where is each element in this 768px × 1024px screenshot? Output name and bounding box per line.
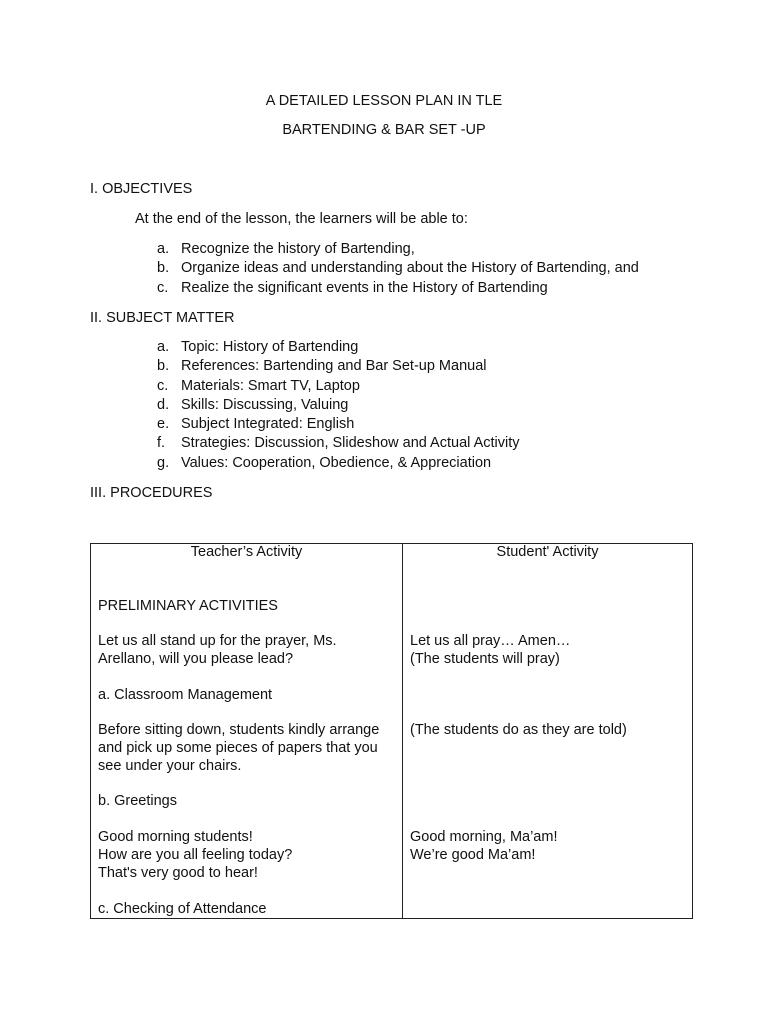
list-item-text: Organize ideas and understanding about the History of Bartending, and bbox=[181, 260, 639, 277]
list-item bbox=[157, 377, 520, 396]
text-line: Good morning, Ma’am! bbox=[410, 829, 558, 845]
teacher-greeting bbox=[98, 828, 396, 882]
text-line: That's very good to hear! bbox=[98, 865, 258, 881]
list-item bbox=[157, 240, 639, 259]
document-subtitle: BARTENDING & BAR SET -UP bbox=[282, 122, 486, 138]
list-marker: b. bbox=[157, 260, 170, 277]
preliminary-activities-label: PRELIMINARY ACTIVITIES bbox=[98, 598, 278, 614]
list-item-text: Recognize the history of Bartending, bbox=[181, 241, 415, 257]
text-line: Before sitting down, students kindly arrange bbox=[98, 722, 380, 738]
text-line: We’re good Ma’am! bbox=[410, 847, 536, 863]
text-line: Let us all stand up for the prayer, Ms. bbox=[98, 633, 337, 649]
list-item-text: References: Bartending and Bar Set-up Manual bbox=[181, 358, 487, 375]
objectives-list bbox=[157, 240, 639, 298]
list-item-text: Materials: Smart TV, Laptop bbox=[181, 377, 360, 394]
teacher-activity-cell bbox=[91, 544, 403, 919]
list-marker: d. bbox=[157, 396, 170, 413]
list-item-text: Topic: History of Bartending bbox=[181, 339, 359, 355]
list-item bbox=[157, 357, 520, 376]
greetings-label: b. Greetings bbox=[98, 793, 177, 809]
attendance-label: c. Checking of Attendance bbox=[98, 901, 267, 917]
list-item bbox=[157, 259, 639, 278]
text-line: How are you all feeling today? bbox=[98, 847, 293, 863]
objectives-heading: I. OBJECTIVES bbox=[90, 181, 193, 197]
subject-matter-list bbox=[157, 338, 520, 473]
text-line: Arellano, will you please lead? bbox=[98, 651, 294, 667]
teacher-activity-header: Teacher’s Activity bbox=[190, 544, 303, 560]
list-item bbox=[157, 415, 520, 434]
objectives-intro: At the end of the lesson, the learners will be able to: bbox=[135, 211, 468, 227]
student-prayer bbox=[410, 632, 686, 668]
text-line: see under your chairs. bbox=[98, 758, 242, 774]
list-item-text: Values: Cooperation, Obedience, & Appreciation bbox=[181, 454, 492, 471]
text-line: Good morning students! bbox=[98, 829, 253, 845]
list-item-text: Realize the significant events in the History of Bartending bbox=[181, 279, 548, 296]
list-marker: c. bbox=[157, 377, 169, 394]
list-item bbox=[157, 338, 520, 357]
arrange-instruction bbox=[98, 721, 396, 775]
student-activity-cell bbox=[403, 544, 693, 919]
list-item bbox=[157, 434, 520, 453]
list-item-text: Subject Integrated: English bbox=[181, 416, 355, 433]
list-marker: c. bbox=[157, 279, 169, 296]
list-marker: e. bbox=[157, 416, 170, 433]
prayer-instruction bbox=[98, 632, 396, 668]
list-marker: a. bbox=[157, 241, 170, 257]
list-marker: b. bbox=[157, 358, 170, 375]
list-item-text: Strategies: Discussion, Slideshow and Actual Activity bbox=[181, 435, 520, 452]
text-line: Let us all pray… Amen… bbox=[410, 633, 571, 649]
classroom-management-label: a. Classroom Management bbox=[98, 687, 273, 703]
student-arrange-response: (The students do as they are told) bbox=[410, 722, 627, 738]
list-item bbox=[157, 396, 520, 415]
table-row bbox=[91, 544, 693, 919]
student-greeting-reply bbox=[410, 828, 686, 864]
text-line: and pick up some pieces of papers that you bbox=[98, 740, 378, 756]
list-item-text: Skills: Discussing, Valuing bbox=[181, 396, 349, 413]
list-item bbox=[157, 279, 639, 298]
list-marker: a. bbox=[157, 339, 170, 355]
list-item bbox=[157, 454, 520, 473]
list-marker: f. bbox=[157, 435, 166, 452]
activities-table bbox=[90, 543, 693, 919]
list-marker: g. bbox=[157, 454, 170, 471]
procedures-heading: III. PROCEDURES bbox=[90, 485, 213, 501]
student-activity-header: Student' Activity bbox=[496, 544, 599, 560]
text-line: (The students will pray) bbox=[410, 651, 560, 667]
document-title: A DETAILED LESSON PLAN IN TLE bbox=[265, 93, 503, 109]
subject-matter-heading: II. SUBJECT MATTER bbox=[90, 310, 235, 326]
